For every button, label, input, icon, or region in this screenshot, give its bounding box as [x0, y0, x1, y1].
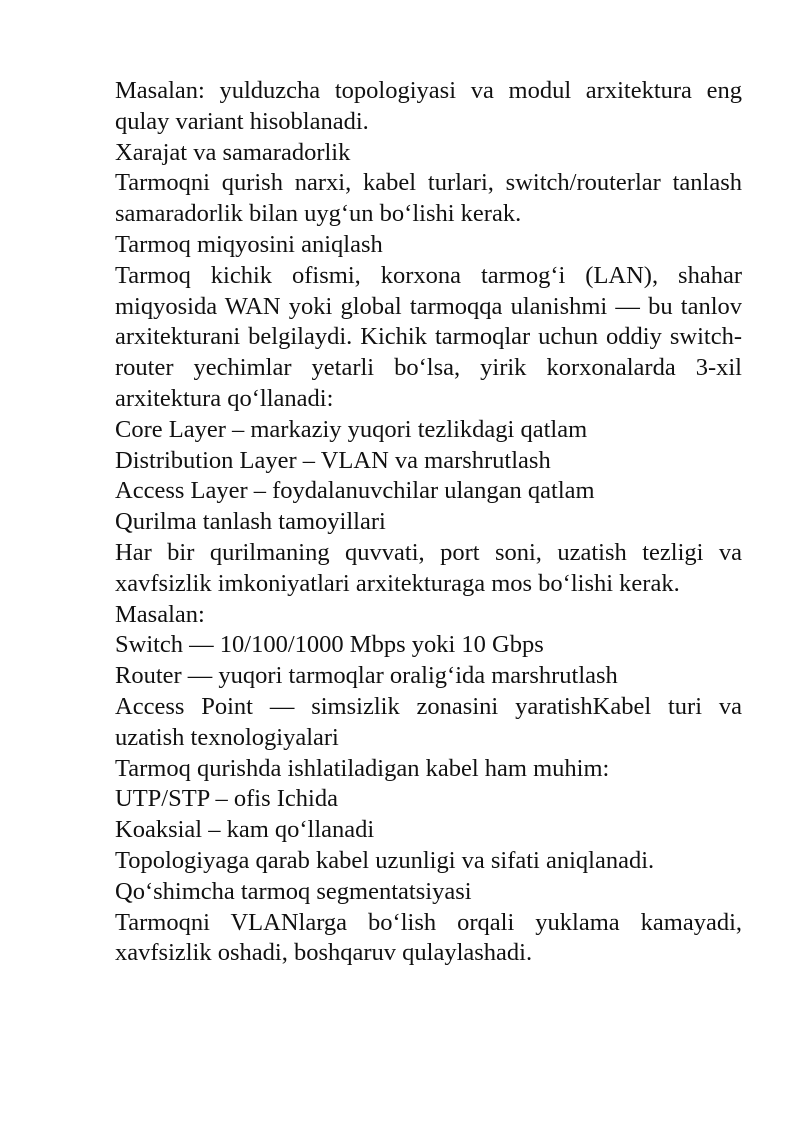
paragraph-cable-length: Topologiyaga qarab kabel uzunligi va sifati aniqlanadi. — [115, 846, 655, 874]
paragraph-device-selection: Har bir qurilmaning quvvati, port soni, uzatish tezligi va xavfsizlik imkoniyatlari arxitekturaga mos bo‘lishi kerak. — [115, 538, 742, 597]
paragraph-cable-importance: Tarmoq qurishda ishlatiladigan kabel ham muhim: — [115, 754, 610, 782]
list-item-router: Router — yuqori tarmoqlar oralig‘ida marshrutlash — [115, 662, 618, 690]
heading-network-scale: Tarmoq miqyosini aniqlash — [115, 230, 383, 258]
list-item-core-layer: Core Layer – markaziy yuqori tezlikdagi qatlam — [115, 415, 588, 443]
paragraph-example-star-topology: Masalan: yulduzcha topologiyasi va modul arxitektura eng qulay variant hisoblanadi. — [115, 77, 742, 135]
list-item-utp-stp: UTP/STP – ofis Ichida — [115, 785, 338, 813]
list-item-access-point: Access Point — simsizlik zonasini yaratishKabel turi va uzatish texnologiyalari — [115, 692, 742, 751]
list-item-distribution-layer: Distribution Layer – VLAN va marshrutlash — [115, 446, 551, 474]
paragraph-cost-efficiency: Tarmoqni qurish narxi, kabel turlari, switch/routerlar tanlash samaradorlik bilan uyg‘un bo‘lishi kerak. — [115, 169, 742, 228]
heading-segmentation: Qo‘shimcha tarmoq segmentatsiyasi — [115, 877, 472, 905]
list-item-access-layer: Access Layer – foydalanuvchilar ulangan qatlam — [115, 477, 595, 505]
heading-cost-efficiency: Xarajat va samaradorlik — [115, 138, 351, 166]
paragraph-segmentation: Tarmoqni VLANlarga bo‘lish orqali yuklama kamayadi, xavfsizlik oshadi, boshqaruv qulaylashadi. — [115, 908, 742, 967]
heading-device-selection: Qurilma tanlash tamoyillari — [115, 508, 386, 536]
list-item-coaxial: Koaksial – kam qo‘llanadi — [115, 816, 375, 844]
label-example: Masalan: — [115, 600, 205, 628]
list-item-switch: Switch — 10/100/1000 Mbps yoki 10 Gbps — [115, 631, 544, 659]
paragraph-network-scale: Tarmoq kichik ofismi, korxona tarmog‘i (LAN), shahar miqyosida WAN yoki global tarmoqqa ulanishmi — bu tanlov arxitekturani belgilaydi. Kichik tarmoqlar uchun oddiy switch-router yechimlar yetarli bo‘lsa, yirik korxonalarda 3-xil arxitektura qo‘llanadi: — [115, 261, 742, 412]
document-page — [115, 76, 742, 969]
